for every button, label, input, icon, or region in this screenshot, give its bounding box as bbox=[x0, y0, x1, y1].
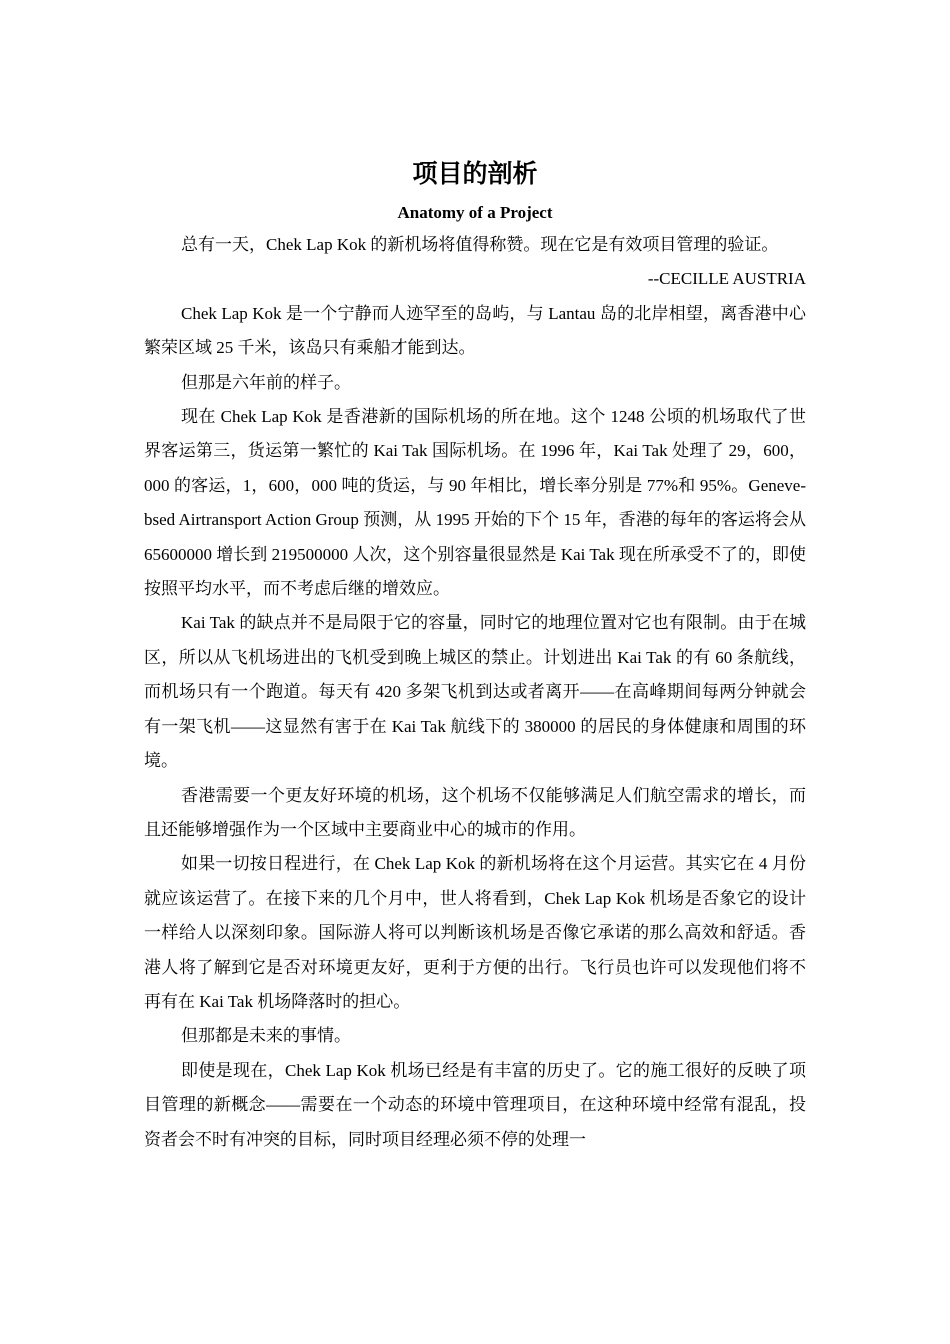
body-paragraph: Kai Tak 的缺点并不是局限于它的容量，同时它的地理位置对它也有限制。由于在城区，所以从飞机场进出的飞机受到晚上城区的禁止。计划进出 Kai Tak 的有 60 条航线，而机场只有一个跑道。每天有 420 多架飞机到达或者离开——在高峰期间每两分钟就会有一架飞机——这显然有害于在 Kai Tak 航线下的 380000 的居民的身体健康和周围的环境。 bbox=[144, 613, 806, 771]
body-paragraph: 即使是现在，Chek Lap Kok 机场已经是有丰富的历史了。它的施工很好的反映了项目管理的新概念——需要在一个动态的环境中管理项目，在这种环境中经常有混乱，投资者会不时有冲突的目标，同时项目经理必须不停的处理一 bbox=[144, 1060, 806, 1149]
body-paragraph: 但那是六年前的样子。 bbox=[181, 372, 351, 392]
body-paragraph: 如果一切按日程进行，在 Chek Lap Kok 的新机场将在这个月运营。其实它在 4 月份就应该运营了。在接下来的几个月中，世人将看到，Chek Lap Kok 机场是否象它的设计一样给人以深刻印象。国际游人将可以判断该机场是否像它承诺的那么高效和舒适。香港人将了解到它是否对环境更友好，更利于方便的出行。飞行员也许可以发现他们将不再有在 Kai Tak 机场降落时的担心。 bbox=[144, 854, 806, 1011]
intro-paragraph: 总有一天，Chek Lap Kok 的新机场将值得称赞。现在它是有效项目管理的验证。 bbox=[181, 235, 779, 254]
body-paragraph: 香港需要一个更友好环境的机场，这个机场不仅能够满足人们航空需求的增长，而且还能够增强作为一个区域中主要商业中心的城市的作用。 bbox=[144, 785, 806, 839]
body-paragraph: 现在 Chek Lap Kok 是香港新的国际机场的所在地。这个 1248 公顷的机场取代了世界客运第三，货运第一繁忙的 Kai Tak 国际机场。在 1996 年，Kai Tak 处理了 29，600，000 的客运，1，600，000 吨的货运，与 90 年相比，增长率分别是 77%和 95%。Geneve-bsed Airtransport Action Group 预测，从 1995 开始的下个 15 年，香港的每年的客运将会从 65600000 增长到 219500000 人次，这个别容量很显然是 Kai Tak 现在所承受不了的，即使按照平均水平，而不考虑后继的增效应。 bbox=[144, 407, 806, 599]
document-page bbox=[144, 152, 806, 1157]
author-byline: --CECILLE AUSTRIA bbox=[647, 269, 806, 289]
document-title: 项目的剖析 bbox=[412, 161, 538, 188]
document-subtitle: Anatomy of a Project bbox=[397, 203, 553, 222]
body-paragraph: 但那都是未来的事情。 bbox=[181, 1026, 351, 1046]
body-paragraph: Chek Lap Kok 是一个宁静而人迹罕至的岛屿，与 Lantau 岛的北岸相望，离香港中心繁荣区域 25 千米，该岛只有乘船才能到达。 bbox=[144, 303, 806, 358]
